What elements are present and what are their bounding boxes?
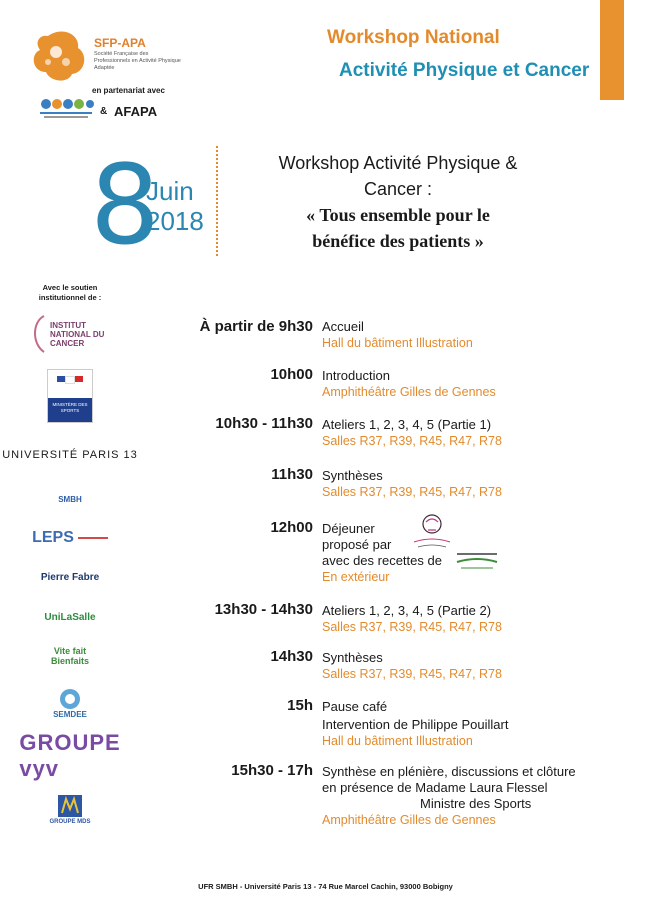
schedule-desc: Pause café	[322, 699, 388, 714]
schedule-time: 15h30 - 17h	[231, 762, 313, 779]
date-divider	[216, 146, 218, 256]
partnership-text: en partenariat avec	[92, 86, 165, 95]
sponsor-label: INSTITUT NATIONAL DU CANCER	[50, 320, 105, 348]
schedule-location: Salles R37, R39, R45, R47, R78	[322, 485, 502, 499]
schedule-desc: Accueil	[322, 319, 364, 334]
paris13-logo	[2, 440, 138, 470]
schedule-location: Amphithéâtre Gilles de Gennes	[322, 813, 496, 827]
afapa-name: AFAPA	[114, 104, 158, 119]
sponsor-label: Vite fait Bienfaits	[50, 646, 89, 666]
schedule-desc: Ateliers 1, 2, 3, 4, 5 (Partie 1)	[322, 417, 492, 432]
event-title-line1: Workshop Activité Physique &	[278, 153, 518, 173]
schedule-location: En extérieur	[322, 570, 390, 584]
smbh-logo	[25, 488, 115, 510]
schedule-desc-2: en présence de Madame Laura Flessel	[322, 780, 548, 795]
sponsor-label: GROUPE vyv	[19, 730, 121, 781]
sfp-apa-logo	[28, 28, 90, 84]
vite-fait-bienfaits-logo-small	[453, 546, 501, 574]
schedule-item	[322, 650, 502, 682]
workshop-title: Workshop National	[327, 27, 500, 48]
schedule-time: 10h00	[270, 366, 313, 383]
schedule-time: 10h30 - 11h30	[215, 415, 313, 432]
inca-logo	[25, 312, 115, 356]
date-day: 8	[90, 141, 160, 269]
schedule-item	[322, 468, 502, 500]
schedule-time: 14h30	[270, 648, 313, 665]
sponsor-label: SEMDEE	[53, 709, 87, 719]
afsos-logo	[38, 98, 94, 120]
date-month: Juin	[146, 176, 194, 206]
event-title	[228, 150, 568, 254]
ministere-sports-logo	[25, 368, 115, 424]
semdee-logo	[25, 683, 115, 723]
vite-fait-bienfaits-logo	[25, 642, 115, 670]
schedule-item	[322, 368, 496, 400]
schedule-location: Amphithéâtre Gilles de Gennes	[322, 385, 496, 399]
schedule-desc-2: Intervention de Philippe Pouillart	[322, 717, 509, 732]
schedule-location: Salles R37, R39, R45, R47, R78	[322, 620, 502, 634]
pierre-fabre-logo	[25, 565, 115, 589]
date-year: 2018	[146, 206, 204, 236]
schedule-desc: Synthèses	[322, 468, 383, 483]
schedule-desc: Introduction	[322, 368, 390, 383]
schedule-desc-3: Ministre des Sports	[420, 796, 532, 811]
groupe-mds-logo	[25, 788, 115, 830]
orange-accent-bar	[600, 0, 624, 100]
schedule-time: 12h00	[270, 519, 313, 536]
schedule-time: 11h30	[271, 466, 313, 483]
sponsor-label: GROUPE MDS	[49, 819, 91, 825]
schedule-time: 15h	[287, 697, 313, 714]
schedule-time: 13h30 - 14h30	[214, 601, 313, 618]
schedule-item	[322, 417, 502, 449]
schedule-desc: Ateliers 1, 2, 3, 4, 5 (Partie 2)	[322, 603, 492, 618]
schedule-item	[322, 699, 508, 749]
sponsor-label: MINISTÈRE DES SPORTS	[48, 398, 92, 422]
schedule-item	[322, 764, 576, 828]
schedule-location: Hall du bâtiment Illustration	[322, 734, 473, 748]
schedule-item	[322, 603, 502, 635]
event-title-line2: Cancer :	[363, 179, 433, 199]
schedule-item	[322, 319, 473, 351]
schedule-desc: Synthèse en plénière, discussions et clôture	[322, 764, 576, 779]
schedule-location: Salles R37, R39, R45, R47, R78	[322, 434, 502, 448]
unilasalle-logo	[25, 604, 115, 630]
leps-logo	[25, 525, 115, 551]
ampersand: &	[100, 106, 108, 117]
event-title-line3: « Tous ensemble pour le	[306, 205, 490, 225]
schedule-time: À partir de 9h30	[199, 318, 313, 335]
sponsor-label: Pierre Fabre	[40, 571, 100, 583]
schedule-desc-3: avec des recettes de	[322, 553, 442, 568]
sfp-apa-name: SFP-APA	[94, 36, 146, 50]
schedule-location: Salles R37, R39, R45, R47, R78	[322, 667, 502, 681]
sponsor-label: UNIVERSITÉ PARIS 13	[2, 449, 138, 461]
sponsors-heading: Avec le soutien institutionnel de :	[38, 283, 102, 302]
footer-address: UFR SMBH - Université Paris 13 - 74 Rue Marcel Cachin, 93000 Bobigny	[198, 882, 453, 891]
sponsor-label: SMBH	[58, 494, 82, 504]
schedule-desc: Synthèses	[322, 650, 383, 665]
sponsor-label: LEPS	[32, 529, 74, 546]
caterer-logo	[408, 512, 456, 552]
event-title-line4: bénéfice des patients »	[312, 231, 484, 251]
sfp-apa-subtitle: Société Française des Professionnels en Activité Physique Adaptée	[94, 51, 181, 71]
schedule-location: Hall du bâtiment Illustration	[322, 336, 473, 350]
schedule-desc: Déjeuner	[322, 521, 375, 536]
sponsor-label: UniLaSalle	[44, 611, 96, 623]
groupe-vyv-logo	[19, 730, 121, 781]
workshop-subtitle: Activité Physique et Cancer	[339, 60, 590, 81]
schedule-desc-2: proposé par	[322, 537, 392, 552]
